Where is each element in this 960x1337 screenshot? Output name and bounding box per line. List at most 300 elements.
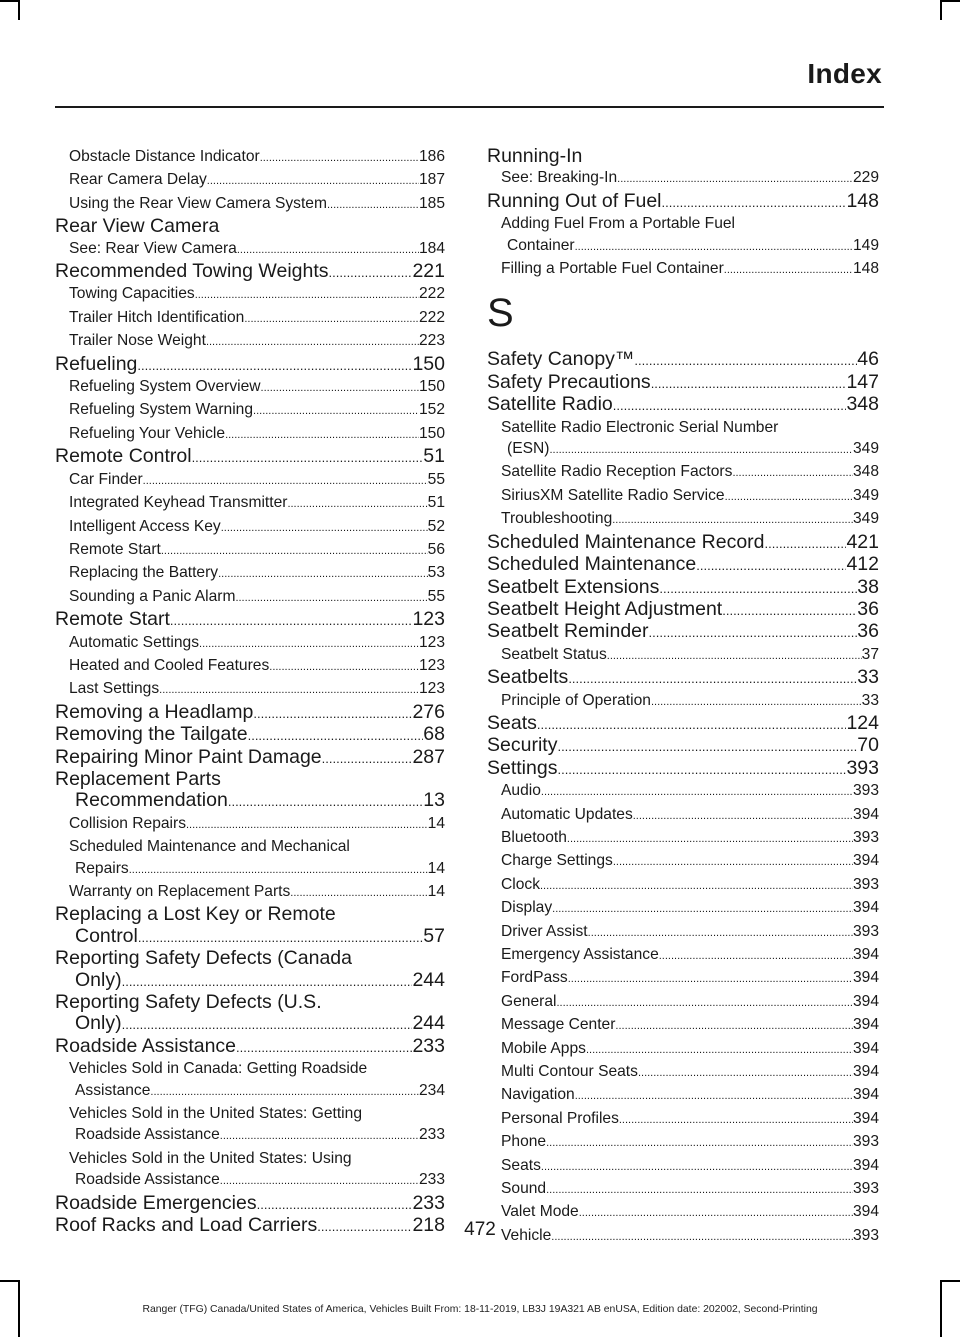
page-reference: 349 (852, 510, 879, 528)
dot-leader (552, 899, 853, 920)
index-entry (487, 667, 879, 689)
dot-leader (568, 668, 857, 689)
entry-label: Clock (501, 875, 540, 893)
entry-label: Refueling System Overview (69, 378, 261, 396)
page-reference: 229 (852, 169, 879, 187)
dot-leader (150, 1082, 419, 1103)
index-subentry (55, 539, 445, 562)
entry-label: Using the Rear View Camera System (69, 194, 327, 212)
page-reference: 52 (427, 517, 445, 535)
entry-label: Message Center (501, 1016, 616, 1034)
index-subentry (487, 1014, 879, 1037)
dot-leader (206, 332, 419, 353)
dot-leader (218, 564, 428, 585)
dot-leader (129, 860, 428, 881)
entry-label: See: Breaking-In (501, 169, 618, 187)
index-subentry (487, 1178, 879, 1201)
dot-leader (327, 195, 419, 216)
entry-label: Seats (487, 711, 537, 734)
index-entry (55, 261, 445, 283)
index-subentry (55, 881, 445, 904)
page-reference: 233 (412, 1034, 445, 1057)
index-subentry (55, 813, 445, 836)
page-reference: 348 (846, 393, 879, 416)
page-reference: 51 (427, 494, 445, 512)
crop-mark (940, 0, 942, 20)
dot-leader (159, 680, 419, 701)
index-entry (55, 446, 445, 468)
dot-leader (261, 378, 419, 399)
entry-label: Refueling (55, 352, 138, 375)
entry-label: Trailer Nose Weight (69, 332, 206, 350)
page-reference: 394 (852, 1039, 879, 1057)
page-reference: 287 (412, 745, 445, 768)
index-subentry (55, 1169, 445, 1192)
page-reference: 393 (852, 1133, 879, 1151)
dot-leader (651, 692, 862, 713)
dot-leader (732, 463, 853, 484)
page-reference: 14 (427, 883, 445, 900)
index-entry (487, 735, 879, 757)
index-entry (55, 747, 445, 769)
index-subentry (55, 1124, 445, 1147)
index-entry (55, 702, 445, 724)
dot-leader (244, 309, 419, 330)
index-entry (55, 926, 445, 948)
entry-label: Seatbelt Status (501, 645, 607, 663)
dot-leader (228, 791, 423, 812)
page-reference: 244 (412, 1012, 445, 1035)
index-subentry (487, 967, 879, 990)
index-subentry (487, 417, 879, 438)
page-reference: 13 (423, 789, 445, 812)
dot-leader (588, 923, 853, 944)
dot-leader (633, 806, 853, 827)
crop-mark (18, 0, 20, 20)
page-reference: 394 (852, 1086, 879, 1104)
entry-label: SiriusXM Satellite Radio Service (501, 486, 725, 504)
page-reference: 14 (427, 814, 445, 832)
index-entry (487, 758, 879, 780)
page-reference: 148 (846, 189, 879, 212)
page-reference: 393 (852, 922, 879, 940)
page-reference: 123 (412, 608, 445, 631)
page-reference: 123 (418, 656, 445, 674)
dot-leader (237, 240, 419, 261)
dot-leader (651, 373, 847, 394)
index-entry (55, 609, 445, 631)
page-reference: 394 (852, 969, 879, 987)
index-subentry (55, 307, 445, 330)
index-subentry (487, 1131, 879, 1154)
dot-leader (546, 1180, 853, 1201)
entry-label: FordPass (501, 969, 568, 987)
page-reference: 38 (857, 575, 879, 598)
page-reference: 393 (852, 828, 879, 846)
index-subentry (487, 827, 879, 850)
index-entry (55, 992, 445, 1013)
index-subentry (487, 897, 879, 920)
entry-label: Vehicles Sold in the United States: Using (69, 1149, 352, 1167)
page-title: Index (807, 58, 882, 89)
entry-label: Car Finder (69, 470, 143, 488)
dot-leader (161, 541, 428, 562)
index-subentry (55, 169, 445, 192)
index-subentry (487, 1038, 879, 1061)
entry-label: Vehicle (501, 1226, 552, 1244)
page-reference: 233 (418, 1126, 445, 1144)
entry-label: Reporting Safety Defects (U.S. (55, 991, 322, 1014)
entry-label: Charge Settings (501, 852, 613, 870)
page-reference: 349 (852, 486, 879, 504)
index-entry (55, 354, 445, 376)
page-reference: 147 (846, 370, 879, 393)
entry-label: Running Out of Fuel (487, 189, 662, 212)
entry-label: Vehicles Sold in Canada: Getting Roadside (69, 1060, 368, 1078)
page-reference: 33 (857, 666, 879, 689)
entry-label: Personal Profiles (501, 1109, 619, 1127)
entry-label: Container (507, 236, 575, 254)
index-entry (487, 394, 879, 416)
index-column-right (487, 146, 879, 1248)
entry-label: Phone (501, 1133, 547, 1151)
entry-label: Principle of Operation (501, 691, 651, 709)
index-subentry (487, 438, 879, 461)
dot-leader (659, 578, 857, 599)
page-reference: 394 (852, 899, 879, 917)
page-reference: 150 (418, 424, 445, 442)
index-subentry (487, 258, 879, 281)
dot-leader (253, 703, 412, 724)
dot-leader (696, 555, 846, 576)
page-reference: 393 (852, 1180, 879, 1198)
index-subentry (487, 235, 879, 258)
index-subentry (487, 690, 879, 713)
entry-label: Seatbelt Height Adjustment (487, 597, 723, 620)
page-reference: 185 (418, 194, 445, 212)
entry-label: Emergency Assistance (501, 946, 659, 963)
index-subentry (487, 1084, 879, 1107)
dot-leader (546, 1133, 853, 1154)
index-entry (487, 349, 879, 371)
dot-leader (557, 759, 846, 780)
page-reference: 36 (857, 620, 879, 643)
index-subentry (487, 1061, 879, 1084)
index-subentry (55, 146, 445, 169)
crop-mark (942, 0, 960, 2)
entry-label: Automatic Updates (501, 805, 633, 823)
entry-label: Obstacle Distance Indicator (69, 148, 260, 165)
page-reference: 123 (418, 680, 445, 698)
index-subentry (55, 1080, 445, 1103)
dot-leader (659, 946, 853, 967)
dot-leader (575, 237, 853, 258)
page-reference: 68 (423, 723, 445, 746)
page-reference: 349 (852, 440, 879, 458)
dot-leader (540, 876, 853, 897)
dot-leader (586, 1040, 853, 1061)
entry-label: Warranty on Replacement Parts (69, 883, 291, 900)
dot-leader (634, 350, 857, 371)
dot-leader (253, 401, 419, 422)
page-reference: 393 (852, 782, 879, 800)
entry-label: Replacing the Battery (69, 564, 219, 582)
page-reference: 394 (852, 1063, 879, 1081)
dot-leader (329, 262, 413, 283)
page-reference: 150 (412, 352, 445, 375)
page-reference: 394 (852, 1016, 879, 1034)
entry-label: Vehicles Sold in the United States: Getting (69, 1105, 362, 1123)
index-subentry (55, 330, 445, 353)
dot-leader (220, 1126, 419, 1147)
dot-leader (568, 969, 853, 990)
index-subentry (487, 213, 879, 234)
entry-label: Safety Canopy™ (487, 348, 635, 371)
index-subentry (487, 874, 879, 897)
index-entry (55, 1013, 445, 1035)
index-subentry (487, 804, 879, 827)
entry-label: Replacing a Lost Key or Remote (55, 903, 336, 926)
dot-leader (662, 192, 847, 213)
dot-leader (221, 518, 428, 539)
dot-leader (649, 622, 858, 643)
index-subentry (55, 858, 445, 881)
entry-label: Heated and Cooled Features (69, 656, 270, 674)
dot-leader (613, 395, 847, 416)
index-entry (55, 216, 445, 237)
dot-leader (619, 1110, 853, 1131)
page-reference: 394 (852, 1203, 879, 1221)
page-reference: 149 (852, 236, 879, 254)
entry-label: Roadside Emergencies (55, 1191, 257, 1214)
index-subentry (487, 508, 879, 531)
entry-label: Bluetooth (501, 828, 567, 846)
index-subentry (55, 1148, 445, 1169)
entry-label: Roadside Assistance (75, 1126, 220, 1144)
dot-leader (765, 533, 847, 554)
entry-label: Repairing Minor Paint Damage (55, 745, 322, 768)
index-subentry (487, 461, 879, 484)
entry-label: Rear Camera Delay (69, 171, 207, 189)
page-reference: 46 (857, 348, 879, 371)
crop-mark (0, 0, 18, 2)
index-subentry (55, 399, 445, 422)
page-reference: 394 (852, 805, 879, 823)
index-subentry (55, 283, 445, 306)
dot-leader (725, 487, 853, 508)
dot-leader (199, 634, 419, 655)
entry-label: Towing Capacities (69, 285, 195, 303)
dot-leader (612, 510, 853, 531)
crop-mark (942, 1280, 960, 1282)
entry-label: Scheduled Maintenance and Mechanical (69, 838, 350, 856)
dot-leader (170, 610, 413, 631)
index-entry (55, 724, 445, 746)
dot-leader (322, 748, 413, 769)
entry-label: Assistance (75, 1081, 151, 1099)
page-reference: 124 (846, 711, 879, 734)
entry-label: Collision Repairs (69, 814, 186, 832)
page-reference: 222 (418, 308, 445, 326)
page-number: 472 (464, 1219, 496, 1240)
dot-leader (613, 852, 853, 873)
entry-label: Satellite Radio Electronic Serial Number (501, 418, 779, 436)
dot-leader (549, 440, 853, 461)
page-reference: 221 (412, 260, 445, 283)
index-subentry (55, 492, 445, 515)
dot-leader (225, 425, 419, 446)
index-entry (487, 621, 879, 643)
dot-leader (537, 714, 847, 735)
index-subentry (55, 678, 445, 701)
entry-label: Troubleshooting (501, 510, 613, 528)
entry-label: Settings (487, 756, 558, 779)
entry-label: Roof Racks and Load Carriers (55, 1214, 318, 1237)
entry-label: Refueling Your Vehicle (69, 424, 226, 442)
dot-leader (236, 1037, 412, 1058)
entry-label: See: Rear View Camera (69, 239, 237, 257)
entry-label: Trailer Hitch Identification (69, 308, 245, 326)
page-reference: 348 (852, 463, 879, 481)
entry-label: Automatic Settings (69, 633, 200, 651)
title-divider (55, 106, 884, 108)
dot-leader (722, 600, 857, 621)
dot-leader (192, 447, 424, 468)
page-reference: 56 (427, 540, 445, 558)
dot-leader (638, 1063, 853, 1084)
dot-leader (122, 1014, 413, 1035)
dot-leader (287, 494, 427, 515)
entry-label: Sounding a Panic Alarm (69, 587, 236, 605)
index-subentry (55, 1103, 445, 1124)
index-subentry (55, 1058, 445, 1079)
page-reference: 186 (418, 148, 445, 165)
dot-leader (269, 657, 419, 678)
page-reference: 55 (427, 470, 445, 488)
page-reference: 421 (846, 530, 879, 553)
index-entry (55, 790, 445, 812)
dot-leader (556, 993, 852, 1014)
page-reference: 184 (418, 239, 445, 257)
entry-label: Seatbelts (487, 666, 569, 689)
dot-leader (248, 725, 424, 746)
dot-leader (607, 646, 862, 667)
page-reference: 234 (418, 1081, 445, 1099)
entry-label: Intelligent Access Key (69, 517, 221, 535)
entry-label: Sound (501, 1180, 547, 1198)
page-reference: 36 (857, 597, 879, 620)
index-subentry (487, 780, 879, 803)
page-reference: 276 (412, 700, 445, 723)
entry-label: Replacement Parts (55, 767, 221, 790)
entry-label: Satellite Radio (487, 393, 613, 416)
index-subentry (55, 516, 445, 539)
entry-label: Recommended Towing Weights (55, 260, 329, 283)
dot-leader (724, 260, 853, 281)
entry-label: Remote Start (69, 540, 161, 558)
index-subentry (55, 469, 445, 492)
entry-label: Audio (501, 782, 541, 800)
index-entry (487, 554, 879, 576)
entry-label: Security (487, 734, 558, 757)
index-entry (487, 577, 879, 599)
page-reference: 394 (852, 1156, 879, 1174)
dot-leader (220, 1171, 419, 1192)
entry-label: Removing the Tailgate (55, 723, 248, 746)
page-reference: 123 (418, 633, 445, 651)
page-reference: 33 (861, 691, 879, 709)
dot-leader (257, 1194, 413, 1215)
dot-leader (290, 883, 427, 904)
index-entry (487, 532, 879, 554)
dot-leader (260, 148, 419, 169)
dot-leader (122, 971, 413, 992)
index-subentry (487, 485, 879, 508)
entry-label: Seats (501, 1156, 541, 1174)
dot-leader (186, 815, 428, 836)
dot-leader (143, 471, 428, 492)
entry-label: Driver Assist (501, 922, 588, 940)
dot-leader (541, 782, 853, 803)
page-reference: 222 (418, 285, 445, 303)
index-subentry (55, 238, 445, 261)
page-reference: 37 (861, 645, 879, 663)
entry-label: Remote Control (55, 445, 192, 468)
edition-footer: Ranger (TFG) Canada/United States of America, Vehicles Built From: 18-11-2019, LB3J 19A321 AB enUSA, Edition date: 202002, Second-Printing (142, 1304, 818, 1315)
entry-label: Valet Mode (501, 1203, 579, 1221)
entry-label: Control (75, 924, 138, 947)
index-subentry (55, 586, 445, 609)
entry-label: Last Settings (69, 680, 160, 698)
page-reference: 148 (852, 260, 879, 278)
entry-label: (ESN) (507, 440, 550, 458)
page-reference: 51 (423, 445, 445, 468)
entry-label: Roadside Assistance (55, 1034, 237, 1057)
entry-label: Adding Fuel From a Portable Fuel (501, 215, 736, 233)
entry-label: Navigation (501, 1086, 575, 1104)
page-reference: 412 (846, 553, 879, 576)
index-subentry (55, 423, 445, 446)
page-reference: 14 (427, 859, 445, 877)
index-entry (487, 191, 879, 213)
entry-label: Integrated Keyhead Transmitter (69, 494, 288, 512)
dot-leader (207, 171, 419, 192)
index-subentry (55, 376, 445, 399)
page-reference: 244 (412, 968, 445, 991)
dot-leader (557, 736, 857, 757)
page-reference: 150 (418, 378, 445, 396)
index-entry (55, 1193, 445, 1215)
page-reference: 233 (418, 1171, 445, 1189)
page-reference: 53 (427, 564, 445, 582)
dot-leader (138, 927, 423, 948)
index-entry (55, 948, 445, 969)
dot-leader (567, 829, 853, 850)
dot-leader (575, 1086, 853, 1107)
entry-label: Remote Start (55, 608, 170, 631)
index-entry (55, 904, 445, 925)
entry-label: General (501, 992, 557, 1010)
page-reference: 394 (852, 1109, 879, 1127)
section-letter: S (487, 291, 514, 336)
index-entry (487, 713, 879, 735)
index-subentry (55, 193, 445, 216)
entry-label: Roadside Assistance (75, 1171, 220, 1189)
entry-label: Reporting Safety Defects (Canada (55, 947, 352, 970)
entry-label: Filling a Portable Fuel Container (501, 260, 724, 278)
page-reference: 233 (412, 1191, 445, 1214)
entry-label: Display (501, 899, 553, 917)
